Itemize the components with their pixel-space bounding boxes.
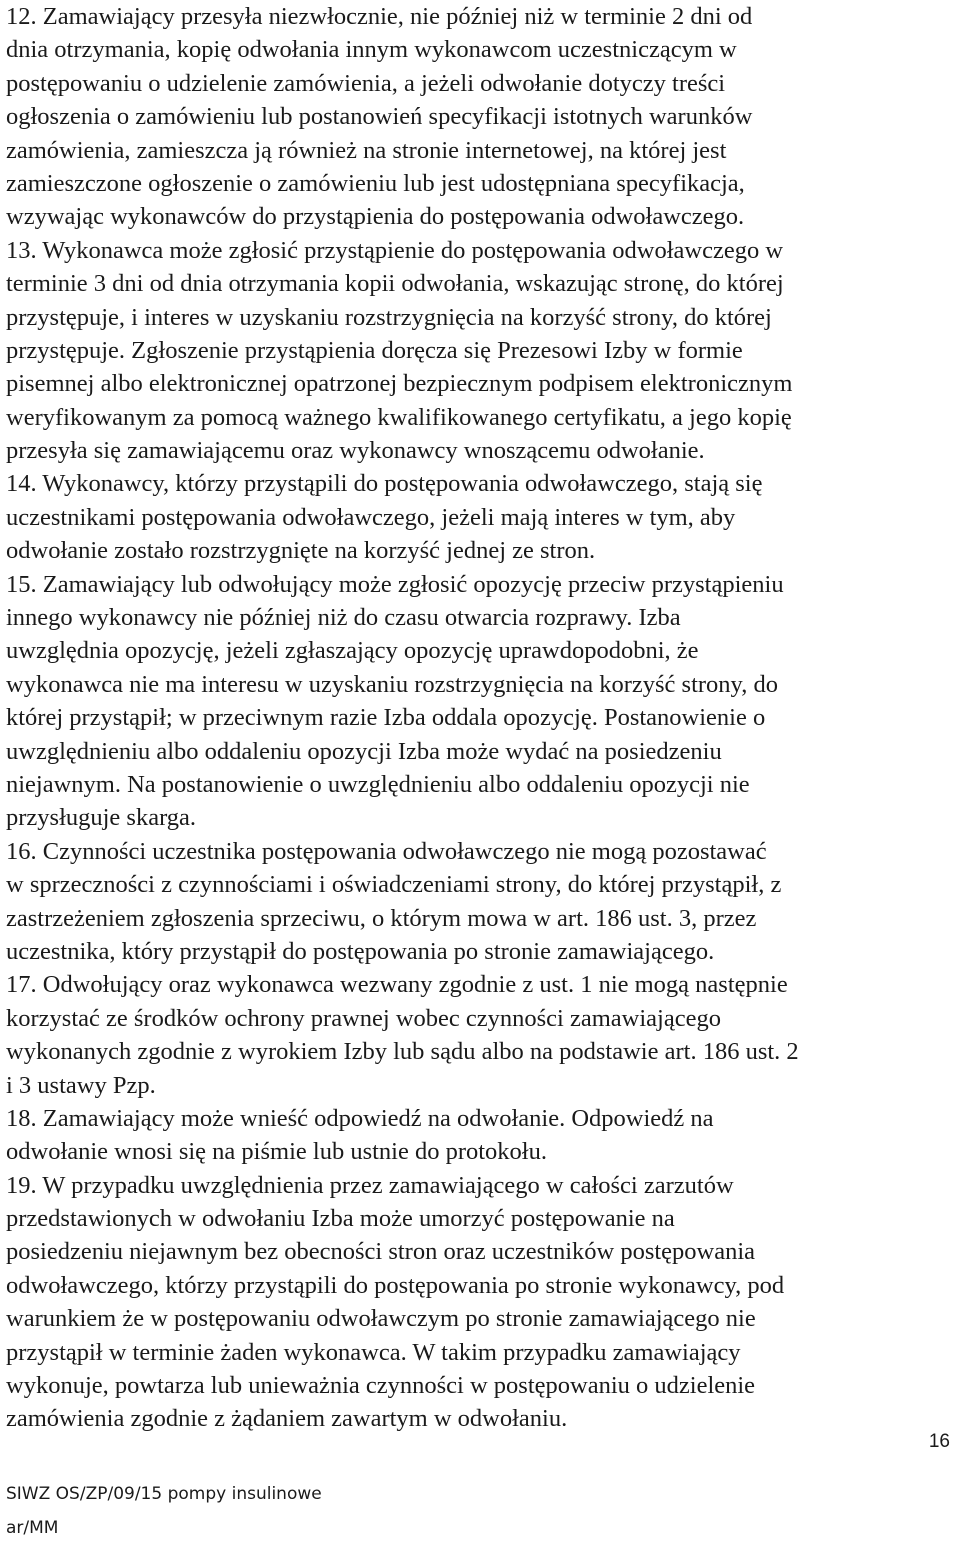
- text-line: korzystać ze środków ochrony prawnej wobec czynności zamawiającego: [6, 1004, 721, 1032]
- text-line: warunkiem że w postępowaniu odwoławczym po stronie zamawiającego nie: [6, 1305, 756, 1333]
- text-line: uwzględnieniu albo oddaleniu opozycji Izba może wydać na posiedzeniu: [6, 737, 722, 765]
- text-line: dnia otrzymania, kopię odwołania innym wykonawcom uczestniczącym w: [6, 36, 737, 64]
- text-line: 14. Wykonawcy, którzy przystąpili do postępowania odwoławczego, stają się: [6, 470, 763, 498]
- text-line: ogłoszenia o zamówieniu lub postanowień specyfikacji istotnych warunków: [6, 103, 753, 131]
- text-line: odwołanie zostało rozstrzygnięte na korzyść jednej ze stron.: [6, 537, 596, 565]
- text-line: niejawnym. Na postanowienie o uwzględnieniu albo oddaleniu opozycji nie: [6, 770, 750, 798]
- text-line: 18. Zamawiający może wnieść odpowiedź na odwołanie. Odpowiedź na: [6, 1104, 714, 1132]
- text-line: przysługuje skarga.: [6, 804, 197, 832]
- text-line: 12. Zamawiający przesyła niezwłocznie, nie później niż w terminie 2 dni od: [6, 3, 753, 30]
- text-line: przesyła się zamawiającemu oraz wykonawcy wnoszącemu odwołanie.: [6, 437, 705, 465]
- text-line: zamówienia zgodnie z żądaniem zawartym w odwołaniu.: [6, 1405, 568, 1433]
- text-line: której przystąpił; w przeciwnym razie Izba oddala opozycję. Postanowienie o: [6, 704, 766, 732]
- document-body: [6, 0, 956, 1436]
- text-line: odwołanie wnosi się na piśmie lub ustnie do protokołu.: [6, 1138, 547, 1166]
- text-line: posiedzeniu niejawnym bez obecności stron oraz uczestników postępowania: [6, 1238, 756, 1266]
- text-line: wykonawca nie ma interesu w uzyskaniu rozstrzygnięcia na korzyść strony, do: [6, 670, 778, 698]
- text-line: 17. Odwołujący oraz wykonawca wezwany zgodnie z ust. 1 nie mogą następnie: [6, 971, 788, 999]
- text-line: terminie 3 dni od dnia otrzymania kopii odwołania, wskazując stronę, do której: [6, 270, 784, 298]
- text-line: w sprzeczności z czynnościami i oświadczeniami strony, do której przystąpił, z: [6, 871, 782, 899]
- text-line: uczestnika, który przystąpił do postępowania po stronie zamawiającego.: [6, 937, 715, 965]
- text-line: uwzględnia opozycję, jeżeli zgłaszający opozycję uprawdopodobni, że: [6, 637, 699, 665]
- text-line: 15. Zamawiający lub odwołujący może zgłosić opozycję przeciw przystąpieniu: [6, 570, 784, 598]
- text-line: 19. W przypadku uwzględnienia przez zamawiającego w całości zarzutów: [6, 1171, 734, 1199]
- text-line: przedstawionych w odwołaniu Izba może umorzyć postępowanie na: [6, 1205, 675, 1233]
- text-line: zamieszczone ogłoszenie o zamówieniu lub jest udostępniana specyfikacja,: [6, 169, 745, 197]
- text-line: zastrzeżeniem zgłoszenia sprzeciwu, o którym mowa w art. 186 ust. 3, przez: [6, 904, 757, 932]
- text-line: 13. Wykonawca może zgłosić przystąpienie do postępowania odwoławczego w: [6, 236, 784, 264]
- footer-reference: SIWZ OS/ZP/09/15 pompy insulinowe: [6, 1484, 322, 1504]
- text-line: uczestnikami postępowania odwoławczego, jeżeli mają interes w tym, aby: [6, 503, 736, 531]
- text-line: odwoławczego, którzy przystąpili do postępowania po stronie wykonawcy, pod: [6, 1271, 785, 1299]
- text-line: przystępuje. Zgłoszenie przystąpienia doręcza się Prezesowi Izby w formie: [6, 336, 743, 364]
- text-line: wykonanych zgodnie z wyrokiem Izby lub sądu albo na podstawie art. 186 ust. 2: [6, 1038, 799, 1066]
- text-line: 16. Czynności uczestnika postępowania odwoławczego nie mogą pozostawać: [6, 837, 767, 865]
- text-line: postępowaniu o udzielenie zamówienia, a jeżeli odwołanie dotyczy treści: [6, 69, 726, 97]
- text-line: wzywając wykonawców do przystąpienia do postępowania odwoławczego.: [6, 203, 745, 231]
- text-line: zamówienia, zamieszcza ją również na stronie internetowej, na której jest: [6, 136, 727, 164]
- text-line: wykonuje, powtarza lub unieważnia czynności w postępowaniu o udzielenie: [6, 1372, 756, 1400]
- footer-initials: ar/MM: [6, 1518, 59, 1538]
- text-line: przystąpił w terminie żaden wykonawca. W takim przypadku zamawiający: [6, 1338, 741, 1366]
- text-line: przystępuje, i interes w uzyskaniu rozstrzygnięcia na korzyść strony, do której: [6, 303, 772, 331]
- text-line: pisemnej albo elektronicznej opatrzonej bezpiecznym podpisem elektronicznym: [6, 370, 793, 398]
- document-footer: [6, 1477, 322, 1545]
- text-line: i 3 ustawy Pzp.: [6, 1071, 156, 1099]
- text-line: innego wykonawcy nie później niż do czasu otwarcia rozprawy. Izba: [6, 604, 681, 632]
- page-number: 16: [928, 1431, 950, 1452]
- text-line: weryfikowanym za pomocą ważnego kwalifikowanego certyfikatu, a jego kopię: [6, 403, 792, 431]
